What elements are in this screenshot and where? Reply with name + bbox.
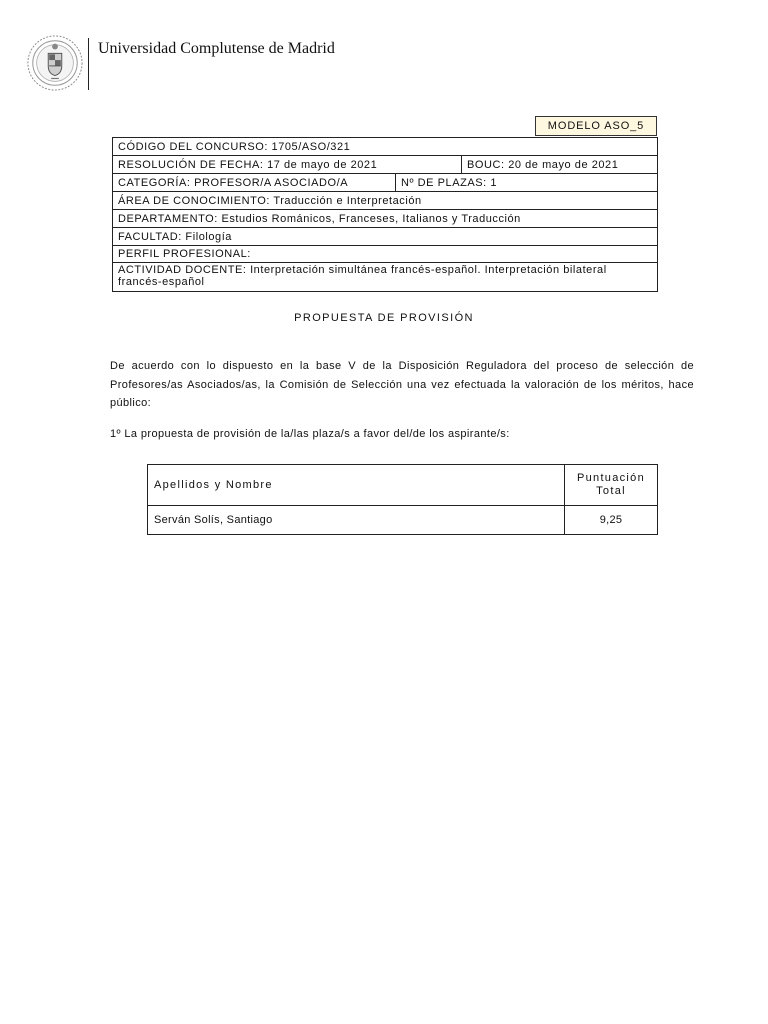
bouc-date: BOUC: 20 de mayo de 2021 xyxy=(461,156,657,173)
knowledge-area: ÁREA DE CONOCIMIENTO: Traducción e Interpretación xyxy=(118,194,422,207)
document-title: PROPUESTA DE PROVISIÓN xyxy=(294,312,474,324)
category: CATEGORÍA: PROFESOR/A ASOCIADO/A xyxy=(118,176,349,189)
ucm-seal-icon xyxy=(26,34,84,92)
col-name-header: Apellidos y Nombre xyxy=(148,465,565,506)
teaching-activity: ACTIVIDAD DOCENTE: Interpretación simultánea francés-español. Interpretación bilateral francés-español xyxy=(118,264,607,288)
contest-code-row xyxy=(113,138,657,156)
model-label: MODELO ASO_5 xyxy=(535,116,657,136)
professional-profile: PERFIL PROFESIONAL: xyxy=(118,248,251,260)
col-score-header: Puntuación Total xyxy=(565,465,658,506)
proposal-item-1: 1º La propuesta de provisión de la/las plaza/s a favor del/de los aspirante/s: xyxy=(110,428,510,440)
results-header-row xyxy=(148,465,658,506)
department: DEPARTAMENTO: Estudios Románicos, Franceses, Italianos y Traducción xyxy=(118,212,521,225)
header-divider xyxy=(88,38,89,90)
resolution-date: RESOLUCIÓN DE FECHA: 17 de mayo de 2021 xyxy=(118,158,378,171)
num-positions: Nº DE PLAZAS: 1 xyxy=(395,174,657,191)
page-header xyxy=(0,0,768,100)
knowledge-area-row xyxy=(113,192,657,210)
faculty-row xyxy=(113,228,657,246)
resolution-row xyxy=(113,156,657,174)
department-row xyxy=(113,210,657,228)
contest-code: CÓDIGO DEL CONCURSO: 1705/ASO/321 xyxy=(118,140,351,153)
profile-row xyxy=(113,246,657,263)
contest-info-table xyxy=(112,137,658,292)
candidate-score: 9,25 xyxy=(565,506,658,535)
category-row xyxy=(113,174,657,192)
candidate-name: Serván Solís, Santiago xyxy=(148,506,565,535)
table-row xyxy=(148,506,658,535)
results-table xyxy=(147,464,658,535)
teaching-activity-row xyxy=(113,263,657,291)
university-name: Universidad Complutense de Madrid xyxy=(98,40,335,57)
intro-paragraph: De acuerdo con lo dispuesto en la base V de la Disposición Reguladora del proceso de selección de Profesores/as Asociados/as, la Comisión de Selección una vez efectuada la valoración de los méritos, hace público: xyxy=(110,360,694,409)
faculty: FACULTAD: Filología xyxy=(118,230,232,243)
